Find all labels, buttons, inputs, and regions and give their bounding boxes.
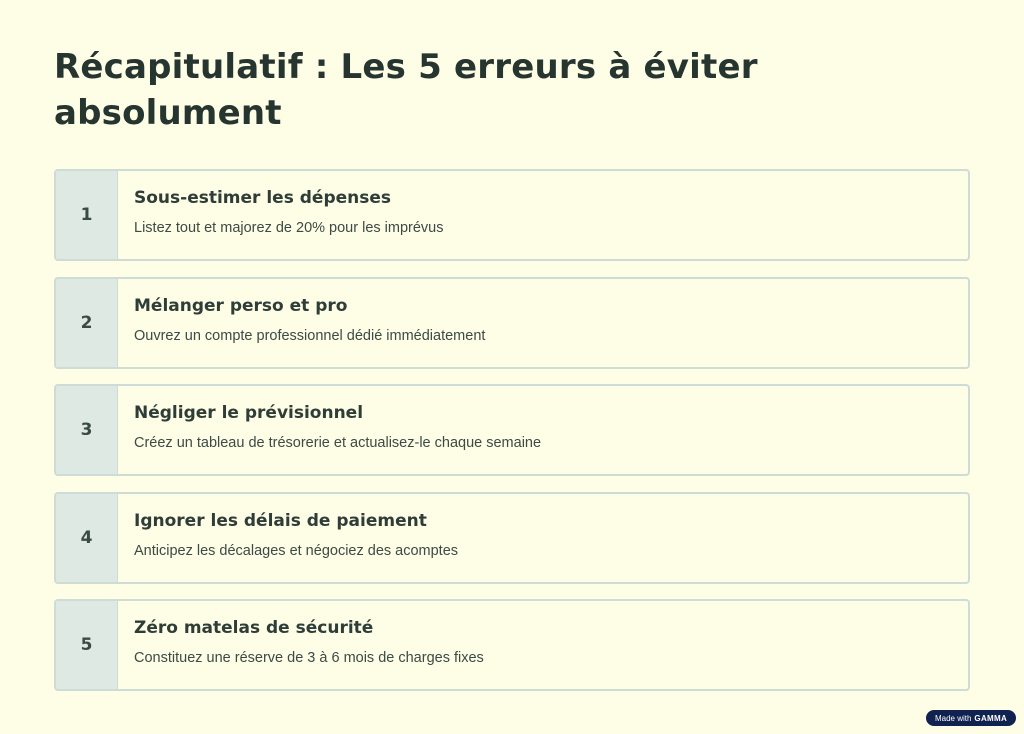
- item-number: 2: [56, 279, 118, 367]
- item-heading: Négliger le prévisionnel: [134, 403, 364, 423]
- made-with-gamma-badge[interactable]: [926, 710, 1016, 726]
- item-number: 4: [56, 494, 118, 582]
- item-body: [118, 601, 484, 689]
- list-item: [54, 599, 970, 691]
- list-item: [54, 492, 970, 584]
- item-number: 5: [56, 601, 118, 689]
- list-item: [54, 169, 970, 261]
- gamma-logo: GAMMA: [974, 713, 1008, 723]
- list-item: [54, 277, 970, 369]
- item-description: Ouvrez un compte professionnel dédié immédiatement: [134, 327, 486, 344]
- item-body: [118, 279, 485, 367]
- item-heading: Zéro matelas de sécurité: [134, 618, 374, 638]
- item-description: Constituez une réserve de 3 à 6 mois de charges fixes: [134, 650, 484, 666]
- item-number: 3: [56, 386, 118, 474]
- item-number: 1: [56, 171, 118, 259]
- item-heading: Sous-estimer les dépenses: [134, 188, 392, 208]
- item-heading: Mélanger perso et pro: [134, 295, 348, 316]
- item-description: Créez un tableau de trésorerie et actualisez-le chaque semaine: [134, 435, 542, 451]
- item-heading: Ignorer les délais de paiement: [134, 510, 427, 531]
- item-body: [118, 494, 458, 582]
- badge-prefix: Made with: [934, 713, 972, 723]
- page-title: Récapitulatif : Les 5 erreurs à éviter absolument: [54, 47, 758, 133]
- item-body: [118, 386, 541, 474]
- item-body: [118, 171, 443, 259]
- item-description: Anticipez les décalages et négociez des acomptes: [134, 542, 459, 559]
- mistakes-list: [54, 169, 970, 707]
- item-description: Listez tout et majorez de 20% pour les imprévus: [134, 220, 444, 236]
- list-item: [54, 384, 970, 476]
